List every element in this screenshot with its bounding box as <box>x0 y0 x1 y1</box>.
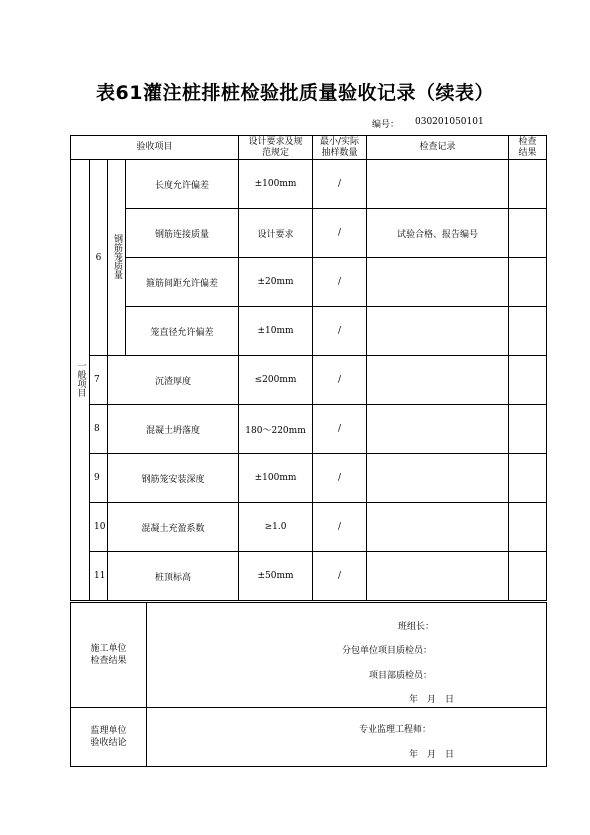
supervision-row <box>71 708 547 767</box>
row-no: 7 <box>90 356 108 405</box>
table-row <box>71 356 547 405</box>
table-row <box>71 454 547 503</box>
record-value <box>367 160 509 209</box>
engineer-label: 专业监理工程师： <box>359 725 432 735</box>
record-value: 试验合格、报告编号 <box>367 209 509 258</box>
dept-inspector-label: 项目部质检员： <box>369 671 433 681</box>
design-value: ±10mm <box>239 307 313 356</box>
item-name: 混凝土坍落度 <box>108 405 239 454</box>
item-name: 沉渣厚度 <box>108 356 239 405</box>
supervision-signoff <box>147 708 547 767</box>
construction-signoff <box>147 603 547 708</box>
table-row <box>71 503 547 552</box>
record-value <box>367 552 509 601</box>
sub-inspector-label: 分包单位项目质检员： <box>342 646 433 656</box>
table-row <box>71 258 547 307</box>
sample-value: / <box>313 356 367 405</box>
sample-value: / <box>313 503 367 552</box>
header-result: 检查结果 <box>509 136 547 160</box>
page-title: 表61灌注桩排桩检验批质量验收记录（续表） <box>96 82 494 104</box>
sample-value: / <box>313 454 367 503</box>
item-name: 长度允许偏差 <box>126 160 239 209</box>
row-no: 11 <box>90 552 108 601</box>
table-row <box>71 405 547 454</box>
table-row <box>71 209 547 258</box>
item-name: 混凝土充盈系数 <box>108 503 239 552</box>
sample-value: / <box>313 307 367 356</box>
category-cell: 一般项目 <box>71 160 90 601</box>
header-item: 验收项目 <box>71 136 239 160</box>
sample-value: / <box>313 160 367 209</box>
result-value <box>509 552 547 601</box>
header-sample: 最小/实际抽样数量 <box>313 136 367 160</box>
result-value <box>509 503 547 552</box>
construction-date: 年 月 日 <box>409 695 455 705</box>
result-value <box>509 454 547 503</box>
result-value <box>509 160 547 209</box>
record-value <box>367 307 509 356</box>
result-value <box>509 307 547 356</box>
table-row <box>71 307 547 356</box>
sample-value: / <box>313 209 367 258</box>
construction-label: 施工单位检查结果 <box>71 603 147 708</box>
table-row <box>71 160 547 209</box>
subgroup-no: 6 <box>90 160 108 356</box>
record-value <box>367 356 509 405</box>
item-name: 钢筋笼安装深度 <box>108 454 239 503</box>
signoff-table <box>70 602 547 767</box>
design-value: ≤200mm <box>239 356 313 405</box>
design-value: ±100mm <box>239 454 313 503</box>
inspection-table <box>70 135 547 601</box>
header-record: 检查记录 <box>367 136 509 160</box>
supervision-date: 年 月 日 <box>409 750 455 760</box>
result-value <box>509 405 547 454</box>
table-row <box>71 552 547 601</box>
record-value <box>367 503 509 552</box>
result-value <box>509 258 547 307</box>
sample-value: / <box>313 552 367 601</box>
row-no: 9 <box>90 454 108 503</box>
record-value <box>367 258 509 307</box>
sample-value: / <box>313 405 367 454</box>
record-value <box>367 405 509 454</box>
item-name: 钢筋连接质量 <box>126 209 239 258</box>
result-value <box>509 356 547 405</box>
sample-value: / <box>313 258 367 307</box>
design-value: 设计要求 <box>239 209 313 258</box>
design-value: ±50mm <box>239 552 313 601</box>
design-value: ±20mm <box>239 258 313 307</box>
design-value: ≥1.0 <box>239 503 313 552</box>
supervision-label: 监理单位验收结论 <box>71 708 147 767</box>
row-no: 8 <box>90 405 108 454</box>
code-label: 编号： <box>372 120 400 130</box>
design-value: 180～220mm <box>239 405 313 454</box>
header-design: 设计要求及规范规定 <box>239 136 313 160</box>
design-value: ±100mm <box>239 160 313 209</box>
row-no: 10 <box>90 503 108 552</box>
subgroup-name: 钢筋笼质量 <box>108 160 126 356</box>
item-name: 笼直径允许偏差 <box>126 307 239 356</box>
team-leader-label: 班组长： <box>398 622 435 632</box>
result-value <box>509 209 547 258</box>
record-value <box>367 454 509 503</box>
table-header-row <box>71 136 547 160</box>
item-name: 桩顶标高 <box>108 552 239 601</box>
item-name: 箍筋间距允许偏差 <box>126 258 239 307</box>
code-value: 030201050101 <box>415 117 484 127</box>
construction-row <box>71 603 547 708</box>
